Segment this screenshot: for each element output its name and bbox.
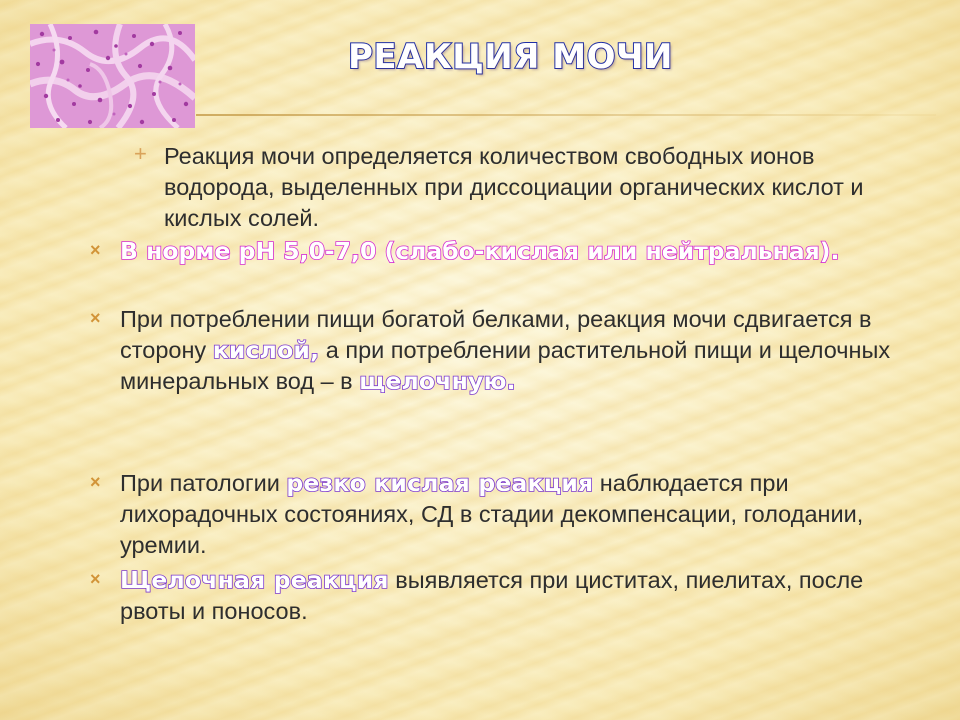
bullet-diet bbox=[120, 304, 900, 397]
bullet-text: При потреблении пищи богатой белками, реакция мочи сдвигается в сторону bbox=[120, 306, 872, 363]
norm-highlight: В норме рН 5,0-7,0 (слабо-кислая или нейтральная). bbox=[120, 237, 840, 265]
title-underline bbox=[196, 114, 936, 116]
slide-title: РЕАКЦИЯ МОЧИ bbox=[348, 37, 673, 77]
alkaline-highlight: щелочную. bbox=[359, 367, 516, 395]
bullet-text: а при потреблении растительной пищи и щелочных минеральных вод – в bbox=[120, 337, 891, 394]
bullet-x-icon: × bbox=[90, 569, 101, 589]
bullet-text: наблюдается при лихорадочных состояниях, СД в стадии декомпенсации, голодании, уремии. bbox=[120, 470, 864, 558]
microscopy-tissue-image bbox=[30, 24, 195, 128]
sharp-acid-highlight: резко кислая реакция bbox=[286, 469, 594, 497]
bullet-pathology bbox=[120, 468, 900, 561]
intro-paragraph: Реакция мочи определяется количеством свободных ионов водорода, выделенных при диссоциации органических кислот и кислых солей. bbox=[164, 143, 864, 231]
bullet-x-icon: × bbox=[90, 472, 101, 492]
bullet-norm bbox=[120, 236, 900, 267]
bullet-text: выявляется при циститах, пиелитах, после рвоты и поносов. bbox=[120, 567, 864, 624]
intro-plus-icon: + bbox=[134, 141, 147, 166]
acidic-highlight: кислой, bbox=[212, 336, 320, 364]
bullet-x-icon: × bbox=[90, 240, 101, 260]
bullet-text: При патологии bbox=[120, 470, 287, 496]
alkaline-reaction-highlight: Щелочная реакция bbox=[120, 566, 389, 594]
bullet-alkaline bbox=[120, 565, 900, 627]
bullet-x-icon: × bbox=[90, 308, 101, 328]
